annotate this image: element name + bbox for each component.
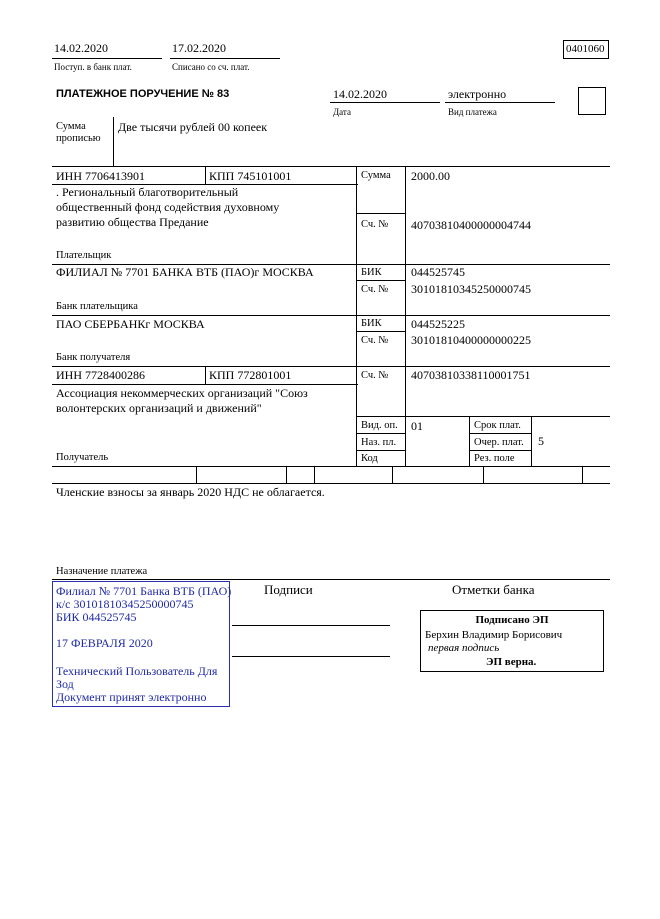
purpose-label: Назначение платежа — [56, 566, 148, 577]
received-date: 14.02.2020 — [54, 41, 108, 55]
amount-words-label-1: Сумма — [56, 121, 86, 132]
received-label: Поступ. в банк плат. — [54, 62, 132, 72]
stamp-line-7: Документ принят электронно — [56, 690, 207, 704]
ocher-value: 5 — [538, 434, 544, 448]
amount-words-label-2: прописью — [56, 133, 101, 144]
payer-name-3: развитию общества Предание — [56, 215, 209, 229]
sum-value: 2000.00 — [411, 169, 450, 183]
stamp-line-4: 17 ФЕВРАЛЯ 2020 — [56, 636, 153, 650]
kod-label: Код — [361, 453, 378, 464]
ep-title: Подписано ЭП — [475, 614, 549, 626]
payer-bank-name: ФИЛИАЛ № 7701 БАНКА ВТБ (ПАО)г МОСКВА — [56, 265, 314, 279]
payer-acc-label: Сч. № — [361, 219, 389, 230]
payee-kpp: КПП 772801001 — [209, 368, 292, 382]
payee-inn: ИНН 7728400286 — [56, 368, 145, 382]
order-date-label: Дата — [333, 107, 351, 117]
vid-op-label: Вид. оп. — [361, 420, 398, 431]
srok-label: Срок плат. — [474, 420, 521, 431]
payee-bank-acc: 30101810400000000225 — [411, 333, 531, 347]
naz-pl-label: Наз. пл. — [361, 437, 397, 448]
payer-kpp: КПП 745101001 — [209, 169, 292, 183]
signatures-label: Подписи — [264, 582, 313, 597]
payer-acc-value: 40703810400000004744 — [411, 218, 531, 232]
purpose-text: Членские взносы за январь 2020 НДС не облагается. — [56, 485, 325, 499]
stamp-line-6: Зод — [56, 677, 74, 691]
amount-words-value: Две тысячи рублей 00 копеек — [118, 120, 268, 134]
payee-bank-name: ПАО СБЕРБАНКг МОСКВА — [56, 317, 205, 331]
payee-name-1: Ассоциация некоммерческих организаций "Союз — [56, 386, 308, 400]
debited-date: 17.02.2020 — [172, 41, 226, 55]
payer-inn: ИНН 7706413901 — [56, 169, 145, 183]
vid-op-value: 01 — [411, 419, 423, 433]
payer-bank-bik: 044525745 — [411, 265, 465, 279]
payee-bank-acc-label: Сч. № — [361, 335, 389, 346]
payment-type: электронно — [448, 87, 507, 101]
ep-note: первая подпись — [428, 642, 500, 654]
payee-label: Получатель — [56, 452, 109, 463]
payer-bank-acc: 30101810345250000745 — [411, 282, 531, 296]
payee-bank-bik-label: БИК — [361, 318, 382, 329]
page-title: ПЛАТЕЖНОЕ ПОРУЧЕНИЕ № 83 — [56, 88, 230, 100]
debited-label: Списано со сч. плат. — [172, 62, 250, 72]
payer-bank-acc-label: Сч. № — [361, 284, 389, 295]
stamp-line-3: БИК 044525745 — [56, 610, 137, 624]
bank-marks-label: Отметки банка — [452, 582, 535, 597]
payer-label: Плательщик — [56, 250, 112, 261]
sum-label: Сумма — [361, 170, 391, 181]
payer-name-2: общественный фонд содействия духовному — [56, 200, 280, 214]
ocher-label: Очер. плат. — [474, 437, 524, 448]
payee-bank-label: Банк получателя — [56, 352, 131, 363]
form-code: 0401060 — [566, 43, 605, 55]
stamp-line-1: Филиал № 7701 Банка ВТБ (ПАО) — [56, 584, 232, 598]
ep-status: ЭП верна. — [486, 656, 537, 668]
payer-name-1: . Региональный благотворительный — [56, 185, 239, 199]
order-date: 14.02.2020 — [333, 87, 387, 101]
payee-acc-label: Сч. № — [361, 370, 389, 381]
payment-type-label: Вид платежа — [448, 107, 497, 117]
payee-bank-bik: 044525225 — [411, 317, 465, 331]
stamp-line-2: к/с 30101810345250000745 — [56, 597, 194, 611]
payee-name-2: волонтерских организаций и движений" — [56, 401, 262, 415]
payee-acc-value: 40703810338110001751 — [411, 368, 531, 382]
ep-name: Берхин Владимир Борисович — [425, 629, 563, 641]
stamp-line-5: Технический Пользователь Для — [56, 664, 218, 678]
payer-bank-bik-label: БИК — [361, 267, 382, 278]
payer-bank-label: Банк плательщика — [56, 301, 138, 312]
rez-label: Рез. поле — [474, 453, 515, 464]
